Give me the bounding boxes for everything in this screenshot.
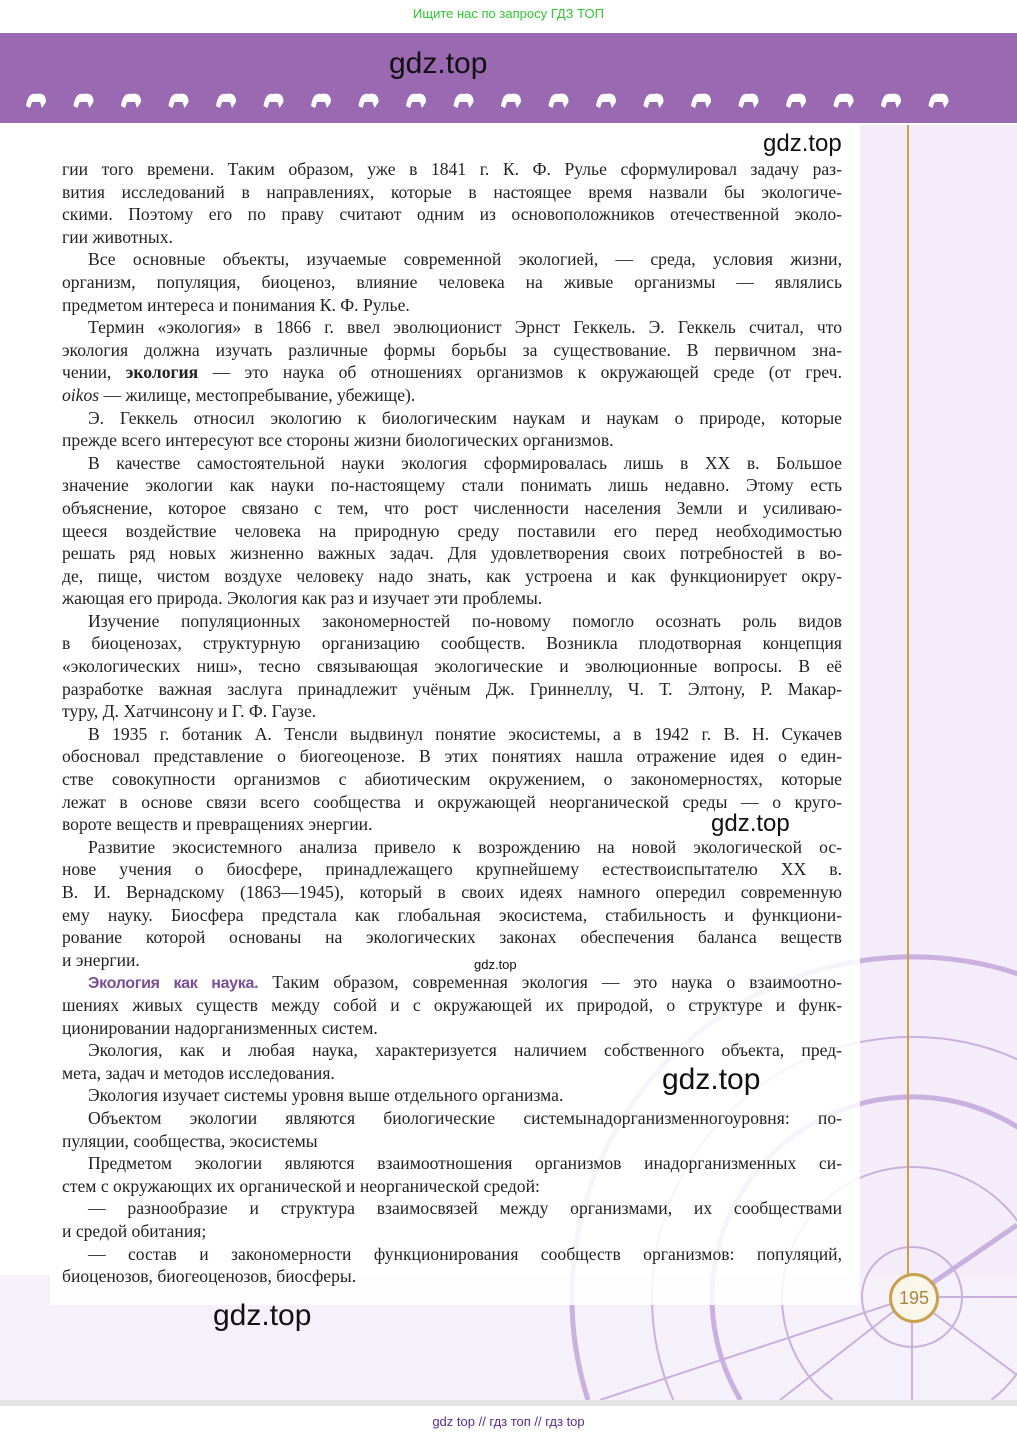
paragraph <box>62 158 842 248</box>
text-line: стве совокупности организмов с абиотическим окружением, о закономерностях, которые <box>62 769 842 790</box>
text-line: Развитие экосистемного анализа привело к возрождению на новой экологической ос- <box>88 836 842 857</box>
text-line: прежде всего интересуют все стороны жизни биологических организмов. <box>62 430 614 451</box>
text-line: жающая его природа. Экология как раз и изучает эти проблемы. <box>62 588 543 609</box>
body-text <box>62 158 842 1288</box>
text-line: стем с окружающих их органической и неорганической средой: <box>62 1175 540 1196</box>
paragraph <box>62 248 842 316</box>
paragraph <box>62 836 842 972</box>
text-line: объяснение, которое связано с тем, что рост численности населения Земли и усиливаю- <box>62 497 842 518</box>
animal-icon <box>881 94 901 108</box>
watermark: gdz.top <box>662 1063 761 1096</box>
text-line <box>62 384 842 407</box>
text-line: «экологических ниш», тесно связывающая экологические и эволюционные вопросы. В её <box>62 656 842 677</box>
text-line: организм, популяция, биоценоз, влияние человека на живые организмы — являлись <box>62 271 842 292</box>
watermark: gdz.top <box>763 130 842 157</box>
text-line <box>62 971 842 994</box>
text-line: разработке важная заслуга принадлежит учёным Дж. Гриннеллу, Ч. Т. Элтону, Р. Макар- <box>62 678 842 699</box>
text-segment: чении, <box>62 362 126 383</box>
paragraph <box>62 1107 842 1152</box>
paragraph <box>62 452 842 610</box>
animal-icon <box>501 94 521 108</box>
animal-icon <box>264 94 284 108</box>
section-heading: Экология как наука. <box>88 975 259 993</box>
text-line: В. И. Вернадскому (1863—1945), который в своих идеях намного опередил современную <box>62 882 842 902</box>
text-line: туру, Д. Хатчинсону и Г. Ф. Гаузе. <box>62 701 317 722</box>
animal-icon <box>216 94 236 108</box>
animal-icon <box>834 94 854 108</box>
text-line: ему науку. Биосфера предстала как глобальная экосистема, стабильность и функциони- <box>62 904 842 925</box>
text-line: мета, задач и методов исследования. <box>62 1062 335 1083</box>
search-hint-banner: Ищите нас по запросу ГДЗ ТОП <box>413 6 604 21</box>
text-line: В 1935 г. ботаник А. Тенсли выдвинул понятие экосистемы, а в 1942 г. В. Н. Сукачев <box>88 723 842 744</box>
text-line: гии того времени. Таким образом, уже в 1841 г. К. Ф. Рулье сформулировал задачу раз- <box>62 159 842 179</box>
paragraph <box>62 1197 842 1242</box>
paragraph <box>62 971 842 1039</box>
text-line: экология должна изучать различные формы борьбы за существование. В первичном зна- <box>62 339 842 360</box>
text-line: ционировании надорганизменных систем. <box>62 1017 378 1038</box>
text-line: Экология изучает системы уровня выше отдельного организма. <box>88 1085 564 1106</box>
text-line: значение экологии как науки по-настоящему стали понимать лишь недавно. Этому есть <box>62 475 842 496</box>
watermark: gdz.top <box>213 1299 312 1332</box>
text-line: биоценозов, биогеоценозов, биосферы. <box>62 1266 357 1287</box>
animal-icon <box>739 94 759 108</box>
text-line: и средой обитания; <box>62 1220 207 1241</box>
watermark: gdz.top <box>474 957 517 972</box>
page-number: 195 <box>889 1273 939 1323</box>
paragraph <box>62 316 842 406</box>
text-line: Экология, как и любая наука, характеризуется наличием собственного объекта, пред- <box>88 1040 842 1061</box>
paragraph <box>62 1152 842 1197</box>
animal-icon <box>644 94 664 108</box>
text-line: в биоценозах, структурную организацию сообществ. Возникла плодотворная концепция <box>62 633 842 654</box>
paragraph <box>62 407 842 452</box>
text-line: вороте веществ и превращениях энергии. <box>62 814 373 835</box>
text-line: шениях живых существ между собой и с окружающей их природой, о структуре и функ- <box>62 994 842 1015</box>
text-line: скими. Поэтому его по праву считают одним из основоположников отечественной эколо- <box>62 204 842 225</box>
text-line: предметом интереса и понимания К. Ф. Рулье. <box>62 294 410 315</box>
text-line: Объектом экологии являются биологические системынадорганизменногоуровня: по- <box>88 1107 842 1128</box>
text-line: Изучение популяционных закономерностей по-новому помогло осознать роль видов <box>88 610 842 631</box>
text-line: В качестве самостоятельной науки экология сформировалась лишь в XX в. Большое <box>88 452 842 473</box>
text-line: де, пище, чистом воздухе человеку надо знать, как устроена и как функционирует окру- <box>62 565 842 586</box>
text-segment: — жилище, местопребывание, убежище). <box>99 384 416 405</box>
text-line: щееся воздействие человека на природную среду поставили его перед необходимостью <box>62 520 842 541</box>
text-segment: — это наука об отношениях организмов к окружающей среде (от греч. <box>198 362 842 383</box>
animal-icon <box>929 94 949 108</box>
text-line: Все основные объекты, изучаемые современной экологией, — среда, условия жизни, <box>88 249 842 270</box>
text-line: вития исследований в направлениях, которые в настоящее время назвали бы экологиче- <box>62 181 842 202</box>
paragraph <box>62 1243 842 1288</box>
footer-divider <box>0 1400 1017 1406</box>
paragraph <box>62 610 842 723</box>
animal-icon <box>454 94 474 108</box>
text-line: лежат в основе связи всего сообщества и окружающей неорганической среды — о круго- <box>62 791 842 812</box>
watermark: gdz.top <box>711 810 790 837</box>
animal-icon <box>549 94 569 108</box>
text-line: рование которой основаны на экологических законах обеспечения баланса веществ <box>62 927 842 948</box>
animal-icon <box>121 94 141 108</box>
text-line: решать ряд новых жизненно важных задач. Для удовлетворения своих потребностей в во- <box>62 543 842 564</box>
page-header-band <box>0 33 1017 123</box>
animal-icon <box>74 94 94 108</box>
footer-links: gdz top // гдз топ // гдз top <box>432 1414 585 1429</box>
text-segment: Таким образом, современная экология — это наука о взаимоотно- <box>258 972 842 993</box>
text-line: Э. Геккель относил экологию к биологическим наукам и наукам о природе, которые <box>88 407 842 428</box>
animal-icon <box>406 94 426 108</box>
animal-icon <box>786 94 806 108</box>
animal-icon <box>169 94 189 108</box>
bold-term: экология <box>125 362 199 383</box>
text-line: — состав и закономерности функционирования сообществ организмов: популяций, <box>88 1243 842 1264</box>
animal-silhouettes-icon <box>24 88 974 112</box>
watermark: gdz.top <box>389 47 488 80</box>
text-line: пуляции, сообщества, экосистемы <box>62 1130 318 1151</box>
text-line: — разнообразие и структура взаимосвязей между организмами, их сообществами <box>88 1198 842 1219</box>
text-line: Термин «экология» в 1866 г. ввел эволюционист Эрнст Геккель. Э. Геккель считал, что <box>88 317 842 338</box>
text-line: гии животных. <box>62 226 173 247</box>
animal-icon <box>26 94 46 108</box>
text-line: обосновал представление о биогеоценозе. В этих понятиях нашла отражение идея о един- <box>62 746 842 767</box>
animal-icon <box>359 94 379 108</box>
text-line: Предметом экологии являются взаимоотношения организмов инадорганизменных си- <box>88 1153 842 1174</box>
text-line: и энергии. <box>62 949 140 970</box>
text-line <box>62 361 842 384</box>
italic-term: oikos <box>62 384 100 405</box>
text-line: нове учения о биосфере, принадлежащего крупнейшему естествоиспытателю XX в. <box>62 859 842 880</box>
animal-icon <box>596 94 616 108</box>
animal-icon <box>691 94 711 108</box>
animal-icon <box>311 94 331 108</box>
